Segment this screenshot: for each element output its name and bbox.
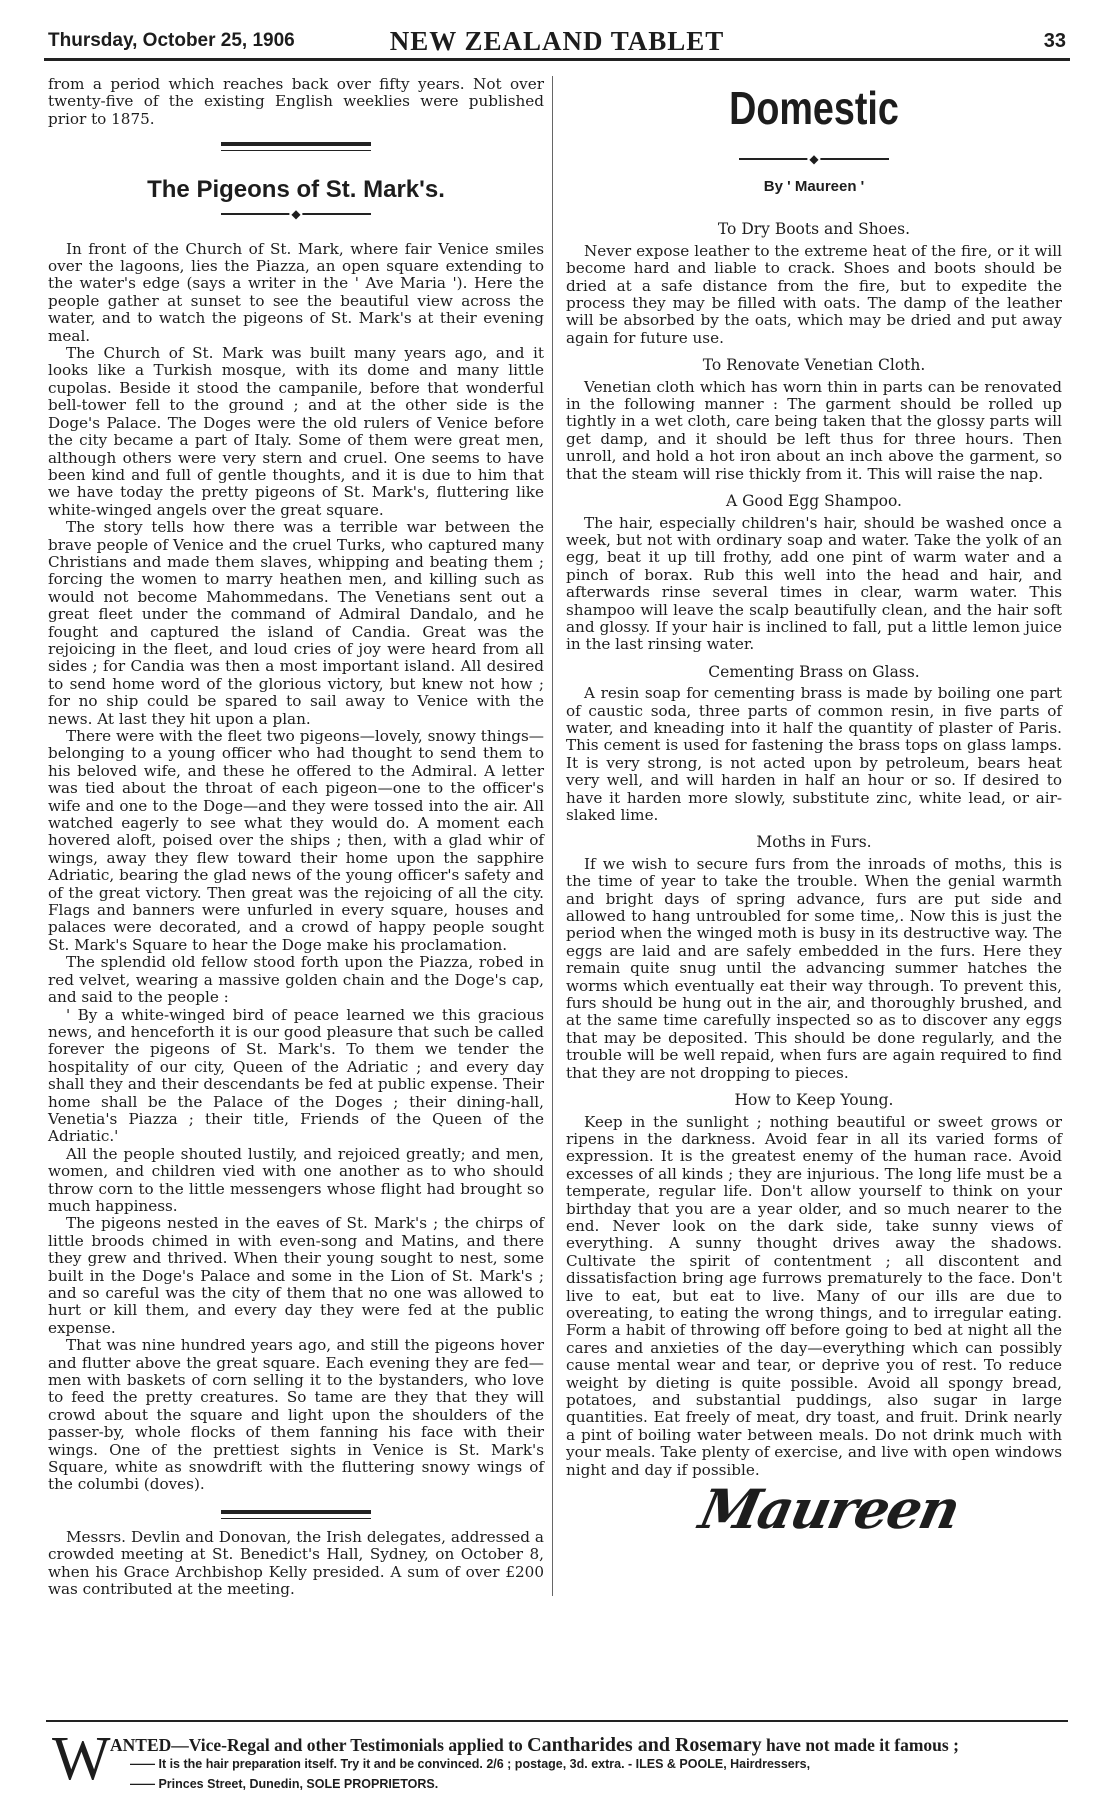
article-paragraph: In front of the Church of St. Mark, where fair Venice smiles over the lagoons, lies the Piazza, an open square extending to the water's edge (says a writer in the ' Ave Maria '). Here the people gather at sunset to see the beautiful view across the water, and to watch the pigeons of St. Mark's at their evening meal. bbox=[48, 239, 544, 345]
section-heading: Moths in Furs. bbox=[756, 833, 872, 852]
page-number: 33 bbox=[1043, 30, 1066, 52]
ad-line-3: —— Princes Street, Dunedin, SOLE PROPRIETORS. bbox=[130, 1777, 439, 1791]
domestic-title: Domestic bbox=[729, 82, 899, 134]
masthead-title: NEW ZEALAND TABLET bbox=[389, 26, 725, 56]
article-paragraph: That was nine hundred years ago, and still the pigeons hover and flutter above the great square. Each evening they are fed—men with baskets of corn selling it to the bystanders, who love to feed the pretty creatures. So tame are they that they will crowd about the square and light upon the shoulders of the passer-by, whole flocks of them fanning his face with their wings. One of the prettiest sights in Venice is St. Mark's Square, white as snowdrift with the fluttering snowy wings of the columbi (doves). bbox=[48, 1336, 544, 1494]
divider-thick bbox=[221, 142, 371, 146]
article-paragraph: The story tells how there was a terrible war between the brave people of Venice and the cruel Turks, who captured many Christians and made them slaves, whipping and beating them ; forcing the women to marry heathen men, and killing such as would not become Mahommedans. The Venetians sent out a great fleet under the command of Admiral Dandalo, and he fought and captured the island of Candia. Great was the rejoicing in the fleet, and loud cries of joy were heard from all sides ; for Candia was then a most important island. All desired to send home word of the glorious victory, but knew not how ; for no ship could be spared to sail away to Venice with the news. At last they hit upon a plan. bbox=[48, 518, 544, 728]
divider-thick bbox=[221, 1510, 371, 1514]
article-paragraph: ' By a white-winged bird of peace learned we this gracious news, and henceforth it is our good pleasure that such be called forever the pigeons of St. Mark's. To them we tender the hospitality of our city, Queen of the Adriatic ; and every day shall they and their descendants be fed at public expense. Their home shall be the Palace of the Doges ; their dining-hall, Venetia's Piazza ; their title, Friends of the Queen of the Adriatic.' bbox=[48, 1005, 544, 1146]
ad-line-1 bbox=[110, 1734, 1068, 1757]
header-rule bbox=[44, 58, 1070, 61]
article-paragraph: The splendid old fellow stood forth upon the Piazza, robed in red velvet, wearing a massive golden chain and the Doge's cap, and said to the people : bbox=[48, 953, 544, 1007]
intro-paragraph: from a period which reaches back over fifty years. Not over twenty-five of the existing English weeklies were published prior to 1875. bbox=[48, 75, 544, 128]
column-separator bbox=[552, 76, 553, 1596]
left-column bbox=[48, 76, 544, 1599]
issue-date: Thursday, October 25, 1906 bbox=[48, 30, 295, 51]
maureen-signature: Maureen bbox=[694, 1477, 965, 1542]
section-heading: To Renovate Venetian Cloth. bbox=[702, 356, 926, 375]
section-text: Venetian cloth which has worn thin in parts can be renovated in the following manner : The garment should be rolled up tightly in a wet cloth, care being taken that the glossy parts will get damp, and it should be left thus for three hours. Then unroll, and hold a hot iron about an inch above the garment, so that the steam will rise thickly from it. This will raise the nap. bbox=[566, 377, 1062, 483]
diamond-icon: ◆ bbox=[291, 206, 301, 221]
byline: By ' Maureen ' bbox=[763, 178, 865, 195]
article-paragraph: The Church of St. Mark was built many years ago, and it looks like a Turkish mosque, with its dome and many little cupolas. Beside it stood the campanile, before that wonderful bell-tower fell to the ground ; and at the other side is the Doge's Palace. The Doges were the old rulers of Venice before the city became a part of Italy. Some of them were great men, although others were very stern and cruel. One seems to have been kind and full of gentle thoughts, and it is due to him that we have today the pretty pigeons of St. Mark's, fluttering like white-winged angels over the great square. bbox=[48, 344, 544, 519]
section-text: Never expose leather to the extreme heat of the fire, or it will become hard and liable to crack. Shoes and boots should be dried at a safe distance from the fire, but to expedite the process they may be filled with oats. The damp of the leather will be absorbed by the oats, which may be dried and put away again for future use. bbox=[566, 241, 1062, 347]
article-paragraph: All the people shouted lustily, and rejoiced greatly; and men, women, and children vied with one another as to who should throw corn to the little messengers whose flight had brought so much happiness. bbox=[48, 1144, 544, 1215]
section-text: The hair, especially children's hair, should be washed once a week, but not with ordinary soap and water. Take the yolk of an egg, beat it up till frothy, add one pint of warm water and a pinch of borax. Rub this well into the head and hair, and afterwards rinse several times in clear, warm water. This shampoo will leave the scalp beautifully clean, and the hair soft and glossy. If your hair is inclined to fall, put a little lemon juice in the last rinsing water. bbox=[566, 513, 1062, 654]
article-paragraph: The pigeons nested in the eaves of St. Mark's ; the chirps of little broods chimed in with even-song and Matins, and there they grew and thrived. When their young sought to nest, some built in the Doge's Palace and some in the Lion of St. Mark's ; and so careful was the city of them that no one was allowed to hurt or kill them, and every day they were fed at the public expense. bbox=[48, 1214, 544, 1337]
pigeons-article-title: The Pigeons of St. Mark's. bbox=[147, 176, 445, 204]
ad-line-2: —— It is the hair preparation itself. Try it and be convinced. 2/6 ; postage, 3d. extra. - ILES & POOLE, Hairdressers, bbox=[130, 1757, 811, 1771]
divider-thin bbox=[221, 1518, 371, 1519]
article-paragraph: There were with the fleet two pigeons—lovely, snowy things—belonging to a young officer who had thought to send them to his beloved wife, and these he offered to the Admiral. A letter was tied about the throat of each pigeon—one to the officer's wife and one to the Doge—and they were tossed into the air. All watched eagerly to see what they would do. A moment each hovered aloft, poised over the ships ; then, with a glad whir of wings, away they flew toward their home upon the sapphire Adriatic, bearing the glad news of the young officer's safety and of the great victory. Then great was the rejoicing of all the city. Flags and banners were unfurled in every square, houses and palaces were decorated, and a crowd of happy people sought St. Mark's Square to hear the Doge make his proclamation. bbox=[48, 727, 544, 954]
ad-line-1-end: have not made it famous ; bbox=[765, 1735, 959, 1755]
section-heading: A Good Egg Shampoo. bbox=[726, 492, 902, 511]
section-heading: Cementing Brass on Glass. bbox=[708, 662, 920, 681]
divider-thin bbox=[221, 150, 371, 151]
section-text: A resin soap for cementing brass is made by boiling one part of caustic soda, three parts of common resin, in five parts of water, and kneading into it half the quantity of plaster of Paris. This cement is used for fastening the brass tops on glass lamps. It is very strong, is not acted upon by petroleum, bears heat very well, and will harden in half an hour or so. If desired to have it harden more slowly, substitute zinc, white lead, or air-slaked lime. bbox=[566, 684, 1062, 824]
ornament-rule bbox=[221, 207, 371, 221]
ornament-rule bbox=[739, 152, 889, 166]
news-paragraph: Messrs. Devlin and Donovan, the Irish delegates, addressed a crowded meeting at St. Benedict's Hall, Sydney, on October 8, when his Grace Archbishop Kelly presided. A sum of over £200 was contributed at the meeting. bbox=[48, 1527, 544, 1599]
diamond-icon: ◆ bbox=[809, 152, 819, 166]
ad-brand: Cantharides and Rosemary bbox=[527, 1734, 762, 1756]
drop-cap: W bbox=[52, 1725, 111, 1793]
section-heading: How to Keep Young. bbox=[734, 1091, 894, 1110]
section-text: If we wish to secure furs from the inroads of moths, this is the time of year to take the trouble. When the genial warmth and bright days of spring advance, furs are put side and allowed to hang untroubled for some time,. Now this is just the period when the winged moth is busy in its destructive way. The eggs are laid and are safely embedded in the furs. Here they remain quite snug until the advancing summer hatches the worms which eventually eat their way through. To prevent this, furs should be hung out in the air, and thoroughly brushed, and at the same time carefully inspected so as to discover any eggs that may be deposited. This should be done regularly, and the trouble will be well repaid, when furs are again required to find that they are not dropping to pieces. bbox=[566, 854, 1062, 1082]
section-text: Keep in the sunlight ; nothing beautiful or sweet grows or ripens in the darkness. Avoid fear in all its varied forms of expression. It is the greatest enemy of the human race. Avoid excesses of all kinds ; they are injurious. The long life must be a temperate, regular life. Don't allow yourself to think on your birthday that you are a year older, and so much nearer to the end. Never look on the dark side, take sunny views of everything. A sunny thought drives away the shadows. Cultivate the spirit of contentment ; all discontent and dissatisfaction bring age furrows prematurely to the face. Don't live to eat, but eat to live. Many of our ills are due to overeating, to eating the wrong things, and to irregular eating. Form a habit of throwing off before going to bed at night all the cares and anxieties of the day—everything which can possibly cause mental wear and tear, or deprive you of rest. To reduce weight by dieting is quite possible. Avoid all spongy bread, potatoes, and substantial puddings, also sugar in large quantities. Eat freely of meat, dry toast, and fruit. Drink nearly a pint of boiling water between meals. Do not drink much with your meals. Take plenty of exercise, and live with open windows night and day if possible. bbox=[566, 1112, 1062, 1479]
section-heading: To Dry Boots and Shoes. bbox=[717, 220, 911, 239]
right-column bbox=[566, 76, 1062, 1542]
advertisement bbox=[46, 1720, 1068, 1792]
page-header bbox=[48, 20, 1066, 60]
ad-line-1-text: ANTED—Vice-Regal and other Testimonials applied to bbox=[110, 1735, 523, 1755]
